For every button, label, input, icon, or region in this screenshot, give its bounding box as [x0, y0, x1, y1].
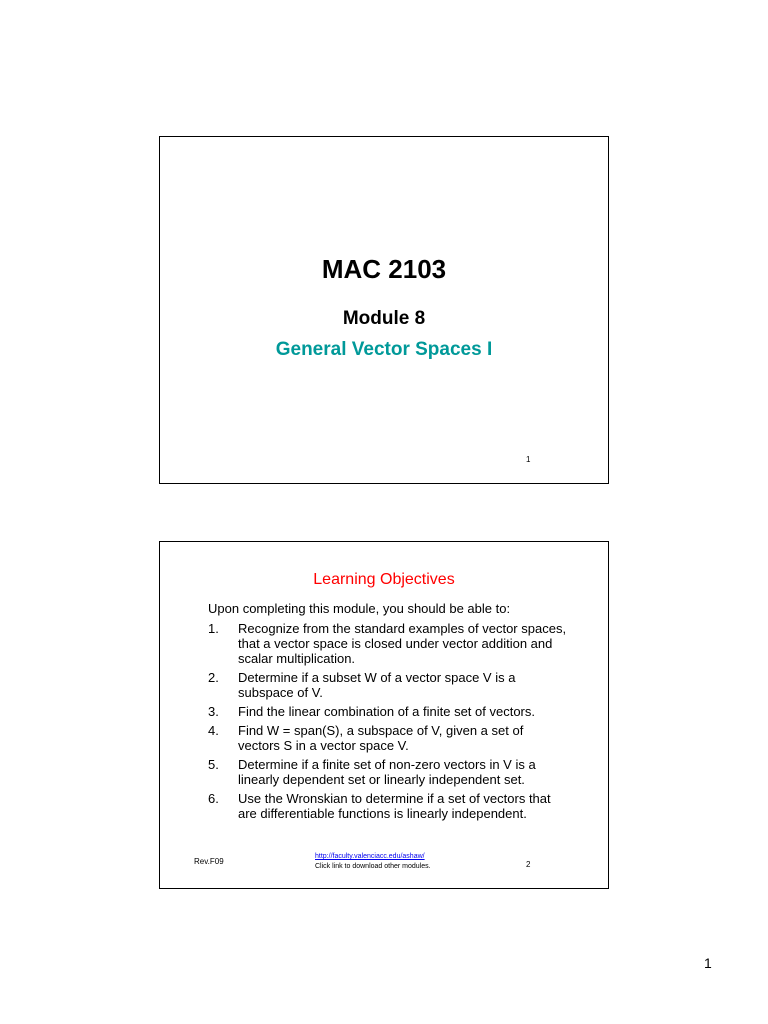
slide-1-module: Module 8	[342, 308, 426, 329]
slide-1-title: MAC 2103	[321, 254, 447, 284]
objective-text: Find W = span(S), a subspace of V, given a set of vectors S in a vector space V.	[238, 723, 524, 753]
objective-text: Recognize from the standard examples of vector spaces, that a vector space is closed under vector addition and scalar multiplication.	[238, 621, 567, 666]
objective-number: 5.	[208, 757, 219, 772]
objective-text: Determine if a subset W of a vector space V is a subspace of V.	[238, 670, 516, 700]
revision-label: Rev.F09	[194, 857, 224, 866]
faculty-link[interactable]: http://faculty.valenciacc.edu/ashaw/	[315, 853, 425, 860]
objective-number: 1.	[208, 621, 219, 636]
slide-2	[159, 541, 609, 889]
objectives-list	[208, 621, 568, 825]
objective-item	[208, 757, 568, 787]
objective-item	[208, 621, 568, 666]
objectives-intro: Upon completing this module, you should be able to:	[208, 601, 511, 616]
objective-item	[208, 670, 568, 700]
objective-item	[208, 791, 568, 821]
objective-item	[208, 704, 568, 719]
objective-number: 4.	[208, 723, 219, 738]
slide-2-title: Learning Objectives	[313, 571, 455, 588]
objective-number: 6.	[208, 791, 219, 806]
objective-text: Use the Wronskian to determine if a set of vectors that are differentiable functions is linearly independent.	[238, 791, 551, 821]
link-note: Click link to download other modules.	[315, 863, 431, 870]
objective-item	[208, 723, 568, 753]
objective-text: Determine if a finite set of non-zero vectors in V is a linearly dependent set or linearly independent set.	[238, 757, 536, 787]
objective-number: 2.	[208, 670, 219, 685]
slide-1-number: 1	[526, 455, 531, 464]
objective-number: 3.	[208, 704, 219, 719]
slide-1-subtitle: General Vector Spaces I	[275, 339, 493, 360]
objective-text: Find the linear combination of a finite set of vectors.	[238, 704, 535, 719]
page-number: 1	[704, 955, 712, 971]
slide-1	[159, 136, 609, 484]
slide-2-number: 2	[526, 860, 531, 869]
